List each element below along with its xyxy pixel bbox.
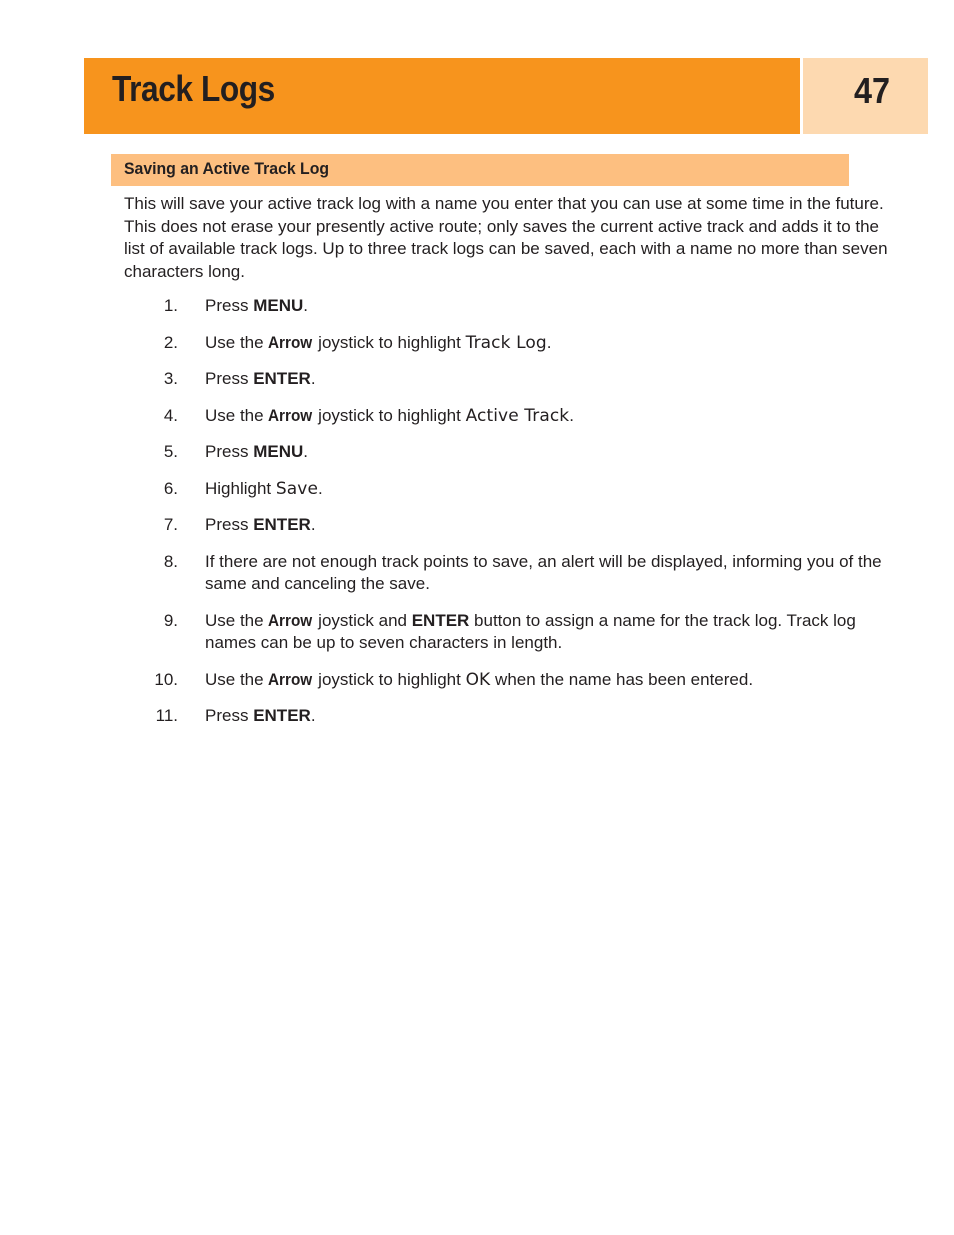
step-text: Press [205, 442, 254, 461]
button-name: ENTER [411, 610, 470, 630]
chapter-title: Track Logs [112, 68, 275, 109]
step-number: 9. [163, 610, 178, 630]
step-text: Use the [205, 405, 269, 425]
steps-list [124, 295, 904, 742]
list-item [124, 514, 904, 537]
step-text: button to assign a name for the track log. Track log names can be up to seven characters in length. [205, 610, 856, 652]
step-text: Highlight [205, 478, 276, 498]
step-number: 6. [163, 478, 178, 498]
menu-item-name: Save [275, 478, 319, 499]
step-number: 5. [163, 442, 178, 461]
step-text: joystick to highlight [313, 669, 466, 689]
button-name: ENTER [253, 515, 311, 534]
step-number: 2. [163, 332, 178, 352]
button-name: ENTER [253, 369, 311, 388]
list-item [124, 405, 904, 428]
menu-item-name: Track Log [465, 332, 547, 353]
step-text: when the name has been entered. [490, 669, 754, 689]
intro-paragraph: This will save your active track log with a name you enter that you can use at some time in the future. This does not erase your presently active route; only saves the current active track and adds it to the list of available track logs. Up to three track logs can be saved, each with a name no more than seven characters long. [124, 194, 888, 281]
step-number: 10. [154, 669, 178, 689]
step-text: Press [205, 296, 254, 315]
button-name: Arrow [268, 332, 313, 352]
step-number: 3. [163, 369, 178, 388]
step-number: 11. [155, 706, 178, 725]
step-text: . [310, 515, 316, 534]
step-text: Press [205, 706, 254, 725]
button-name: Arrow [268, 405, 313, 425]
step-number: 4. [163, 405, 178, 425]
step-text: . [310, 706, 316, 725]
step-text: Press [205, 515, 254, 534]
step-text: . [310, 369, 316, 388]
list-item [124, 441, 904, 464]
step-text: Use the [205, 332, 269, 352]
menu-item-name: Active Track [465, 405, 570, 426]
section-title: Saving an Active Track Log [124, 159, 330, 178]
list-item [124, 478, 904, 501]
step-text: . [546, 332, 552, 352]
page-number: 47 [854, 70, 891, 111]
step-text: . [303, 442, 308, 461]
button-name: ENTER [253, 706, 311, 725]
list-item [124, 295, 904, 318]
list-item [124, 705, 904, 728]
step-text: Press [205, 369, 254, 388]
step-text: If there are not enough track points to save, an alert will be displayed, informing you of the same and canceling the save. [205, 551, 882, 593]
button-name: MENU [253, 442, 304, 461]
button-name: MENU [253, 296, 304, 315]
section-heading-bar [111, 154, 849, 186]
list-item [124, 368, 904, 391]
button-name: Arrow [268, 669, 313, 689]
step-text: joystick to highlight [313, 405, 466, 425]
list-item [124, 332, 904, 355]
button-name: Arrow [268, 610, 313, 630]
chapter-header-bar [84, 58, 800, 134]
step-text: . [318, 478, 323, 498]
step-text: . [569, 405, 574, 425]
step-text: joystick and [313, 610, 412, 630]
page-number-box [803, 58, 928, 134]
step-text: joystick to highlight [313, 332, 466, 352]
menu-item-name: OK [465, 669, 491, 690]
step-text: Use the [205, 610, 269, 630]
step-number: 7. [163, 515, 178, 534]
list-item [124, 669, 904, 692]
step-text: Use the [205, 669, 269, 689]
step-number: 1. [163, 296, 178, 315]
list-item [124, 610, 904, 655]
list-item [124, 551, 904, 596]
step-number: 8. [163, 551, 178, 571]
step-text: . [303, 296, 308, 315]
